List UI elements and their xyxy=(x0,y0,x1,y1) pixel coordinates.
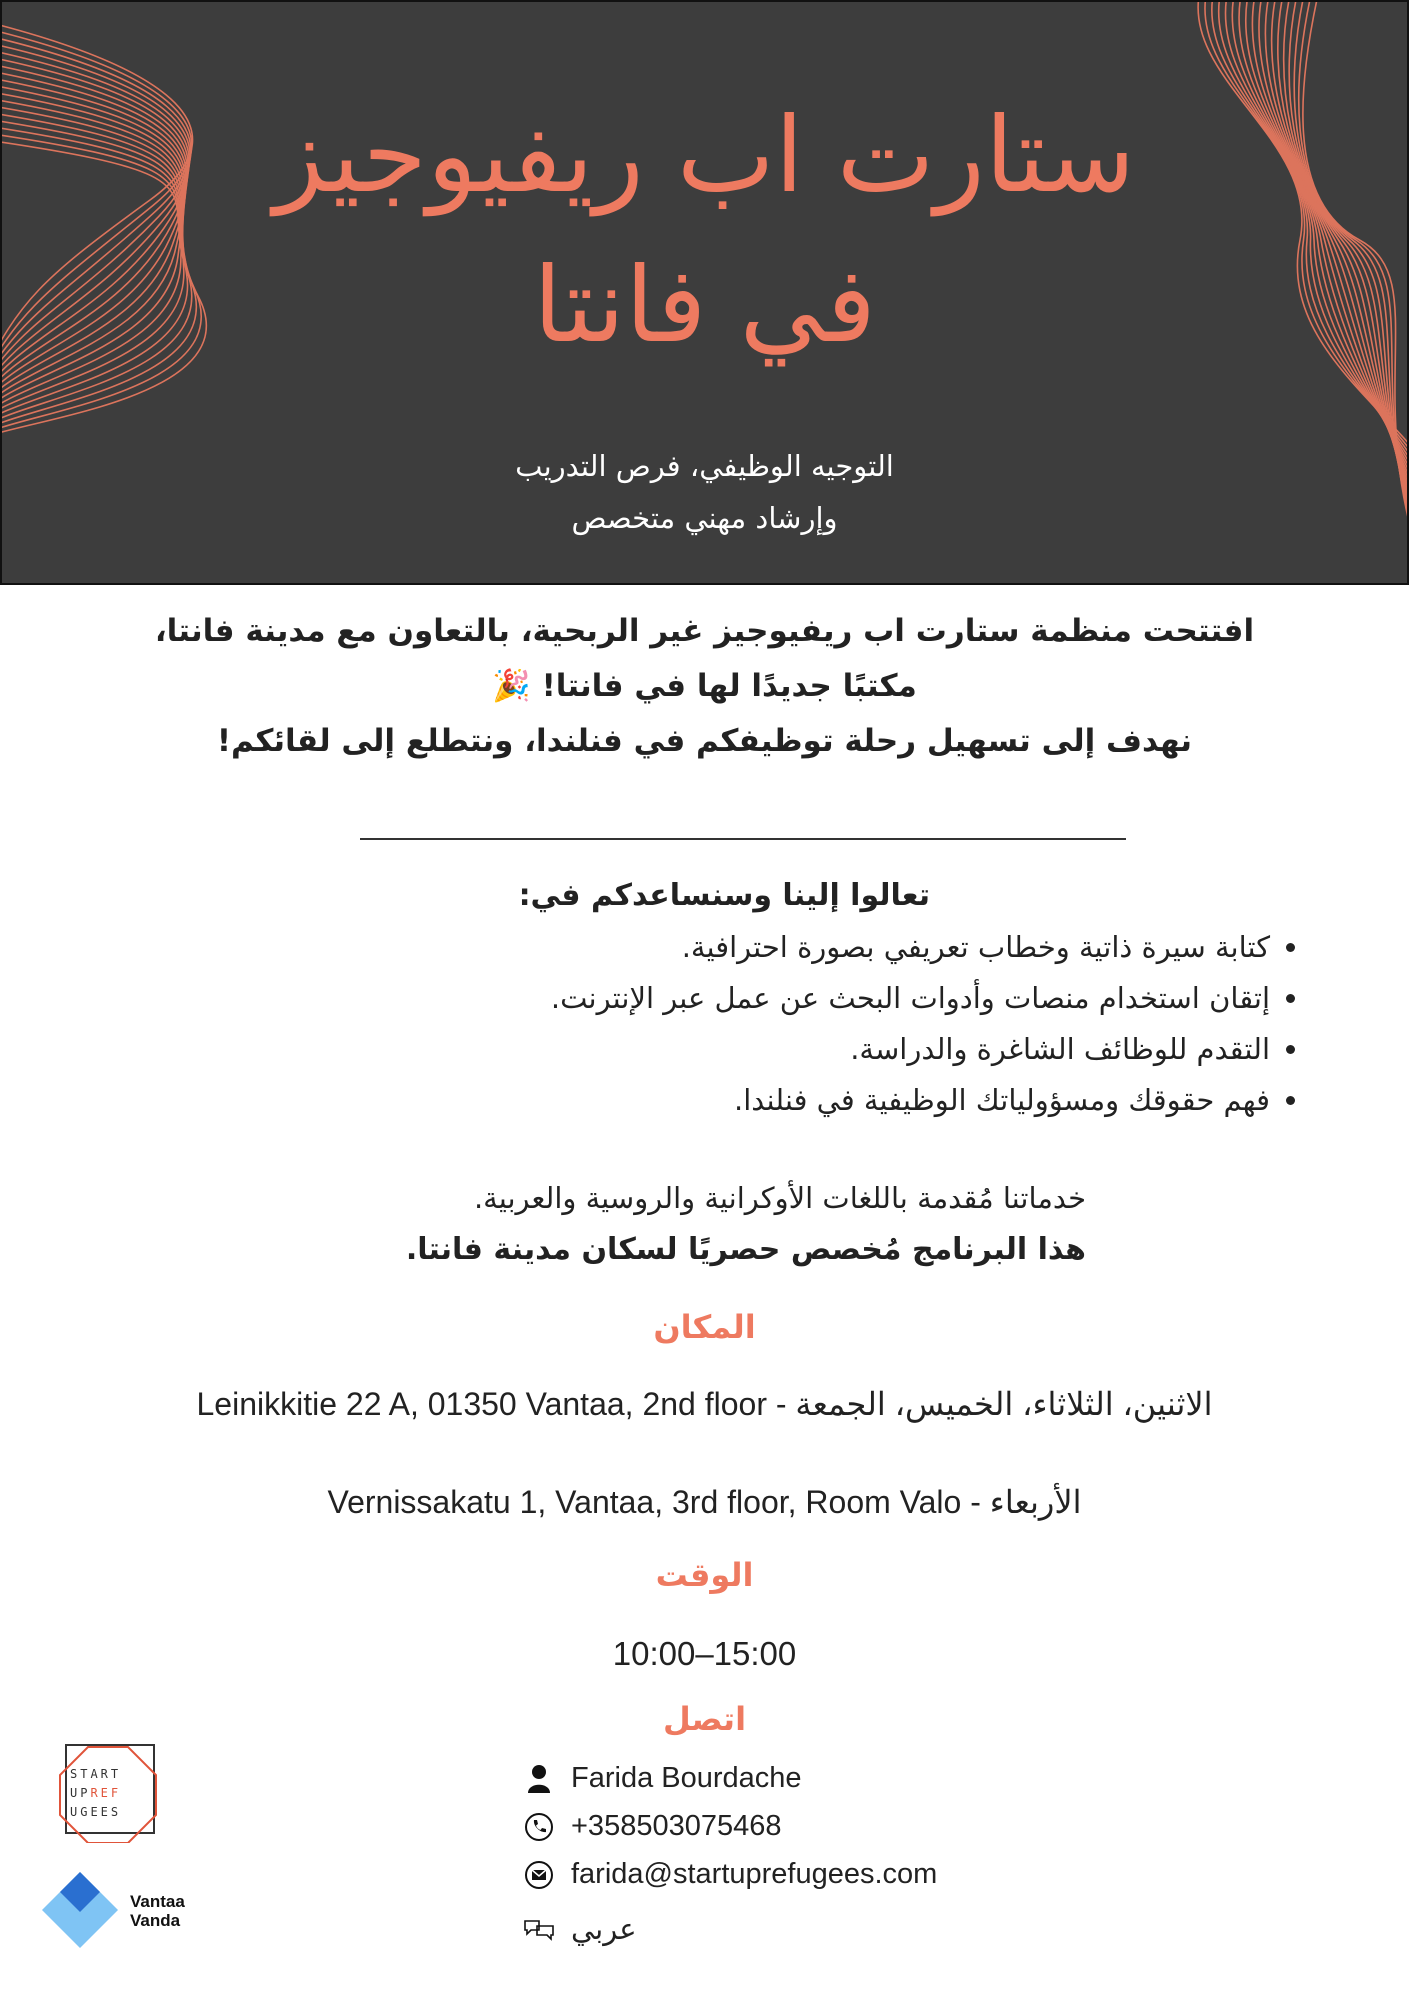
subtitle-line-2: وإرشاد مهني متخصص xyxy=(571,501,838,535)
contact-language: عربي xyxy=(571,1914,637,1946)
startup-refugees-logo xyxy=(58,1743,158,1843)
help-title: تعالوا إلينا وسنساعدكم في: xyxy=(518,878,930,913)
list-item: • إتقان استخدام منصات وأدوات البحث عن عمل عبر الإنترنت. xyxy=(380,973,1270,1024)
contact-name-row xyxy=(523,1762,802,1795)
list-item: • فهم حقوقك ومسؤولياتك الوظيفية في فنلندا. xyxy=(380,1075,1270,1126)
intro-text xyxy=(100,604,1309,769)
logo-text: UP xyxy=(70,1786,91,1800)
logo-text: UGEES xyxy=(70,1805,122,1819)
title-line-1: ستارت اب ريفيوجيز xyxy=(273,94,1136,216)
contact-language-row xyxy=(523,1912,637,1947)
contact-phone-link[interactable]: +358503075468 xyxy=(571,1810,782,1842)
contact-email-row xyxy=(523,1858,937,1891)
contact-heading: اتصل xyxy=(662,1700,747,1738)
section-divider xyxy=(360,838,1126,840)
vantaa-logo xyxy=(40,1870,210,1950)
subtitle-line-1: التوجيه الوظيفي، فرص التدريب xyxy=(515,449,894,483)
list-item: • التقدم للوظائف الشاغرة والدراسة. xyxy=(380,1024,1270,1075)
contact-email-link[interactable]: farida@startuprefugees.com xyxy=(571,1858,938,1890)
logo-text: Vantaa xyxy=(130,1892,185,1911)
list-item: • كتابة سيرة ذاتية وخطاب تعريفي بصورة احترافية. xyxy=(380,922,1270,973)
contact-name: Farida Bourdache xyxy=(571,1762,802,1794)
header-subtitle xyxy=(0,440,1409,544)
email-icon xyxy=(523,1859,555,1891)
header-banner xyxy=(0,0,1409,585)
phone-icon xyxy=(523,1811,555,1843)
logo-text: START xyxy=(70,1767,122,1781)
opening-hours: 10:00–15:00 xyxy=(612,1635,797,1672)
services-exclusive: هذا البرنامج مُخصص حصريًا لسكان مدينة فانتا. xyxy=(405,1232,1086,1267)
speech-bubbles-icon xyxy=(523,1914,555,1946)
help-list xyxy=(380,922,1310,1126)
help-section xyxy=(380,870,1310,1126)
services-languages: خدماتنا مُقدمة باللغات الأوكرانية والروسية والعربية. xyxy=(473,1181,1086,1215)
contact-phone-row xyxy=(523,1810,781,1843)
logo-text: Vanda xyxy=(130,1911,181,1930)
time-heading: الوقت xyxy=(655,1556,754,1594)
intro-line-2: مكتبًا جديدًا لها في فانتا! 🎉 xyxy=(492,668,917,704)
intro-line-1: افتتحت منظمة ستارت اب ريفيوجيز غير الربحية، بالتعاون مع مدينة فانتا، xyxy=(154,613,1255,649)
logo-text: REF xyxy=(90,1786,122,1800)
address-1: الاثنين، الثلاثاء، الخميس، الجمعة - Leinikkitie 22 A, 01350 Vantaa, 2nd floor xyxy=(196,1386,1213,1422)
services-note xyxy=(200,1172,1086,1276)
page-title xyxy=(0,80,1409,380)
intro-line-3: نهدف إلى تسهيل رحلة توظيفكم في فنلندا، ونتطلع إلى لقائكم! xyxy=(216,723,1193,759)
title-line-2: في فانتا xyxy=(533,244,876,366)
location-heading: المكان xyxy=(653,1308,756,1346)
person-icon xyxy=(523,1763,555,1795)
address-2: الأربعاء - Vernissakatu 1, Vantaa, 3rd floor, Room Valo xyxy=(327,1484,1082,1520)
